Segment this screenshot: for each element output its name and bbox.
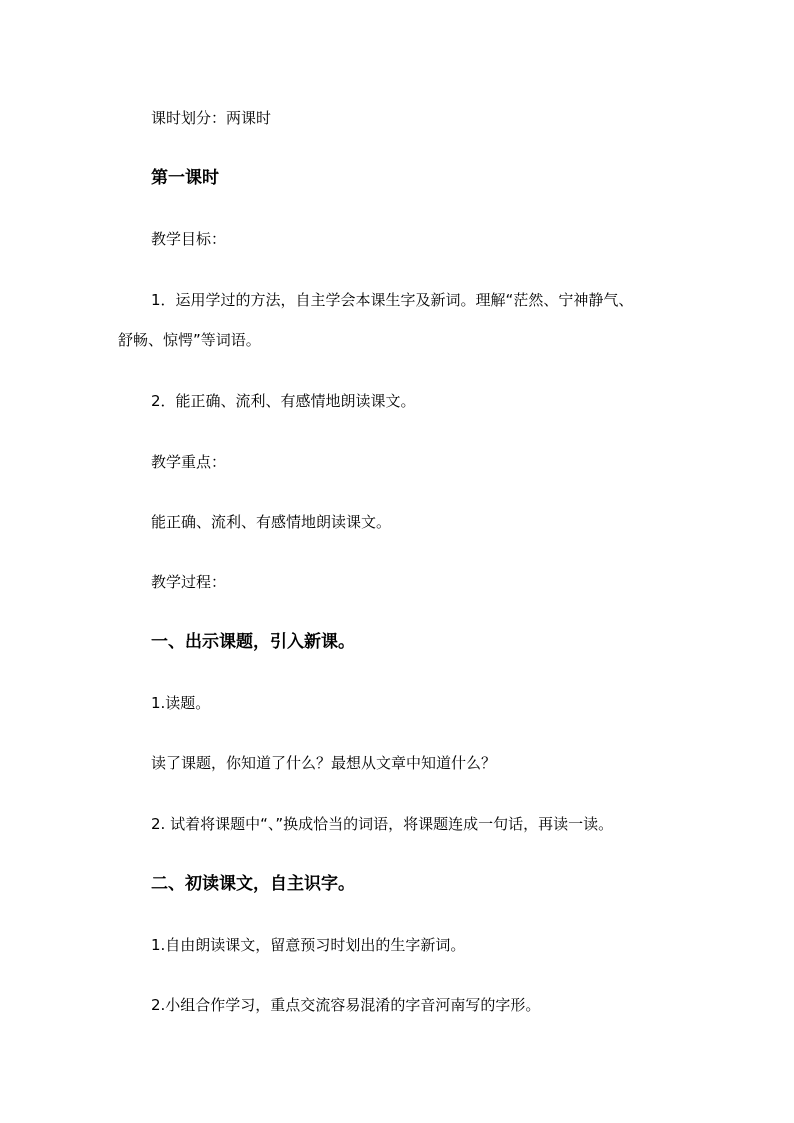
section-heading-first-lesson: 第一课时: [151, 168, 219, 188]
teaching-process-label: 教学过程：: [151, 573, 227, 591]
step-replace-punctuation: 2. 试着将课题中“、”换成恰当的词语，将课题连成一句话，再读一读。: [151, 815, 614, 833]
teaching-focus-text: 能正确、流利、有感情地朗读课文。: [151, 513, 392, 531]
teaching-goals-label: 教学目标：: [151, 230, 227, 248]
step-group-study: 2.小组合作学习，重点交流容易混淆的字音河南写的字形。: [151, 996, 541, 1014]
goal-1-text: 1．运用学过的方法，自主学会本课生字及新词。理解“茫然、宁神静气、: [151, 291, 634, 309]
goal-1-text-continued: 舒畅、惊愕”等词语。: [118, 331, 261, 349]
question-text: 读了课题，你知道了什么？最想从文章中知道什么？: [151, 754, 497, 772]
section-heading-two: 二、初读课文，自主识字。: [151, 874, 355, 894]
step-free-reading: 1.自由朗读课文，留意预习时划出的生字新词。: [151, 936, 466, 954]
section-heading-one: 一、出示课题，引入新课。: [151, 632, 355, 652]
goal-2-text: 2．能正确、流利、有感情地朗读课文。: [151, 392, 416, 410]
step-read-title: 1.读题。: [151, 694, 211, 712]
teaching-focus-label: 教学重点：: [151, 453, 227, 471]
lesson-division: 课时划分：两课时: [151, 109, 272, 127]
